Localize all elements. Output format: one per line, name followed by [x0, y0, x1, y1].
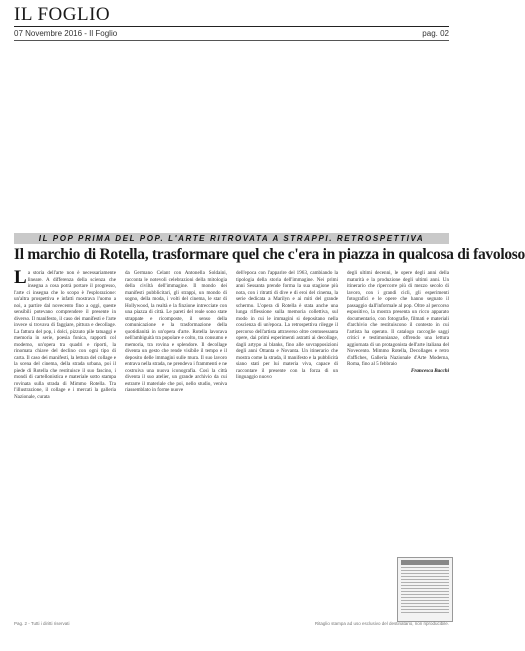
column-4-text: degli ultimi decenni, le opere degli anni della maturità e la produzione degli ultimi anni. Un itinerario che ripercorre più di mezzo secolo di lavoro, con i grandi cicli, gli esperimenti fotografici e le opere che hanno segnato il passaggio dall'informale al pop. Oltre al percorso espositivo, la mostra presenta un ricco apparato documentario, con fotografie, filmati e materiali d'archivio che restituiscono il contesto in cui l'artista ha operato. Il catalogo raccoglie saggi critici e testimonianze, offrendo una lettura aggiornata di un protagonista dell'arte italiana del Novecento. Mimmo Rotella, Decollages e retro d'affiches, Galleria Nazionale d'Arte Moderna, Roma, fino al 5 febbraio — [347, 270, 449, 367]
masthead-rule — [14, 26, 449, 27]
page-thumbnail — [397, 557, 453, 622]
drop-cap: L — [14, 267, 27, 288]
page-number: pag. 02 — [422, 29, 449, 38]
footer-right: Ritaglio stampa ad uso esclusivo del destinatario, non riproducibile. — [314, 621, 449, 626]
column-1-text: a storia dell'arte non è necessariamente lineare. A differenza della scienza che insegna a cosa potrà portare il progresso, l'arte ci insegna che lo scopo è l'esplorazione: un'altra prospettiva e infatti mostrava l'uomo a noi, a partire dal novecento fino a oggi, queste sensibili potevano comprendere il presente in diverso. Il manifesto, il caso dei manifesti e l'arte invece si trovava di faggiare, pittura e decollage. La fattura del pop, i dolci, pizzuto pile tatuaggi e memoria in serie, poesia fonica, rapporti col moderno, un'opera tra quadri e riporti, la rinomata chiave del declino con ogni tipo di carta. Il caso dei manifesti, la lettura del collage e la scena del cinema, della strada urbana, poi il piede di Rotella che restituisce il suo fascino, i mondi di cartellonistica e materiale sotto stampa rovinata sulla strada di Mimmo Rotella. Tra l'illustrazione, il collage e i mercati la galleria Nazionale, curata — [14, 270, 116, 400]
issue-date: 07 Novembre 2016 - Il Foglio — [14, 29, 118, 38]
thumbnail-header — [401, 560, 449, 565]
article-headline: Il marchio di Rotella, trasformare quel che c'era in piazza in qualcosa di favoloso — [14, 246, 525, 263]
author-signature: Francesca Bacchi — [410, 367, 449, 374]
article-kicker: IL POP PRIMA DEL POP. L'ARTE RITROVATA A STRAPPI. RETROSPETTIVA — [14, 233, 449, 244]
article-column-1 — [14, 267, 116, 560]
article-column-4 — [347, 270, 449, 560]
article-body — [14, 267, 449, 560]
footer-left: Pag. 2 - Tutti i diritti riservati — [14, 621, 70, 626]
article-column-2: da Germano Celant con Antonella Soldaini, racconta le notevoli celebrazioni della mitologia della civiltà dell'immagine. Il mondo dei manifesti pubblicitari, gli strappi, un mondo di sogno, della moda, i volti del cinema, le star di Hollywood, la realtà e la finzione intrecciate con una piazza di città. Le pareti del reale sono state strappate e ricomposte, il senso della comunicazione e la trasformazione della quotidianità in un'opera d'arte. Rotella lavorava nell'ambiguità tra popolare e colto, tra consumo e memoria, tra rovina e splendore. Il decollage diventa un gesto che rende visibile il tempo e il deposito delle immagini sulle mura. Il suo lavoro entrava nella strada, ne prendeva i frammenti e ne costruiva una nuova iconografia. Così la città diventa il suo atelier, un grande archivio da cui estrarre il materiale che poi, nello studio, veniva riassemblato in forme nuove — [125, 270, 227, 393]
article-column-3: dell'epoca con l'apparire del 1963, cambiando la tipologia della storia dell'immagine. Nei primi anni Sessanta prende forma la sua stagione più nota, con i ritratti di dive e di eroi del cinema, la serie dedicata a Marilyn e ai miti del grande schermo. L'opera di Rotella è stata anche una lunga riflessione sulla memoria collettiva, sul modo in cui le immagini si depositano nella coscienza di un'epoca. La retrospettiva rilegge il percorso dell'artista attraverso oltre centosessanta opere, dai primi esperimenti astratti ai decollage, dagli artypo ai blanks, fino alle sovrapposizioni degli anni Ottanta e Novanta. Un itinerario che mostra come la strada, il manifesto e la pubblicità siano stati per lui materia viva, capace di raccontare il presente con la forza di un linguaggio nuovo — [236, 270, 338, 380]
thumbnail-text-lines — [401, 567, 449, 613]
masthead: IL FOGLIO — [14, 4, 111, 25]
page-footer — [14, 621, 449, 626]
date-rule — [14, 40, 449, 41]
